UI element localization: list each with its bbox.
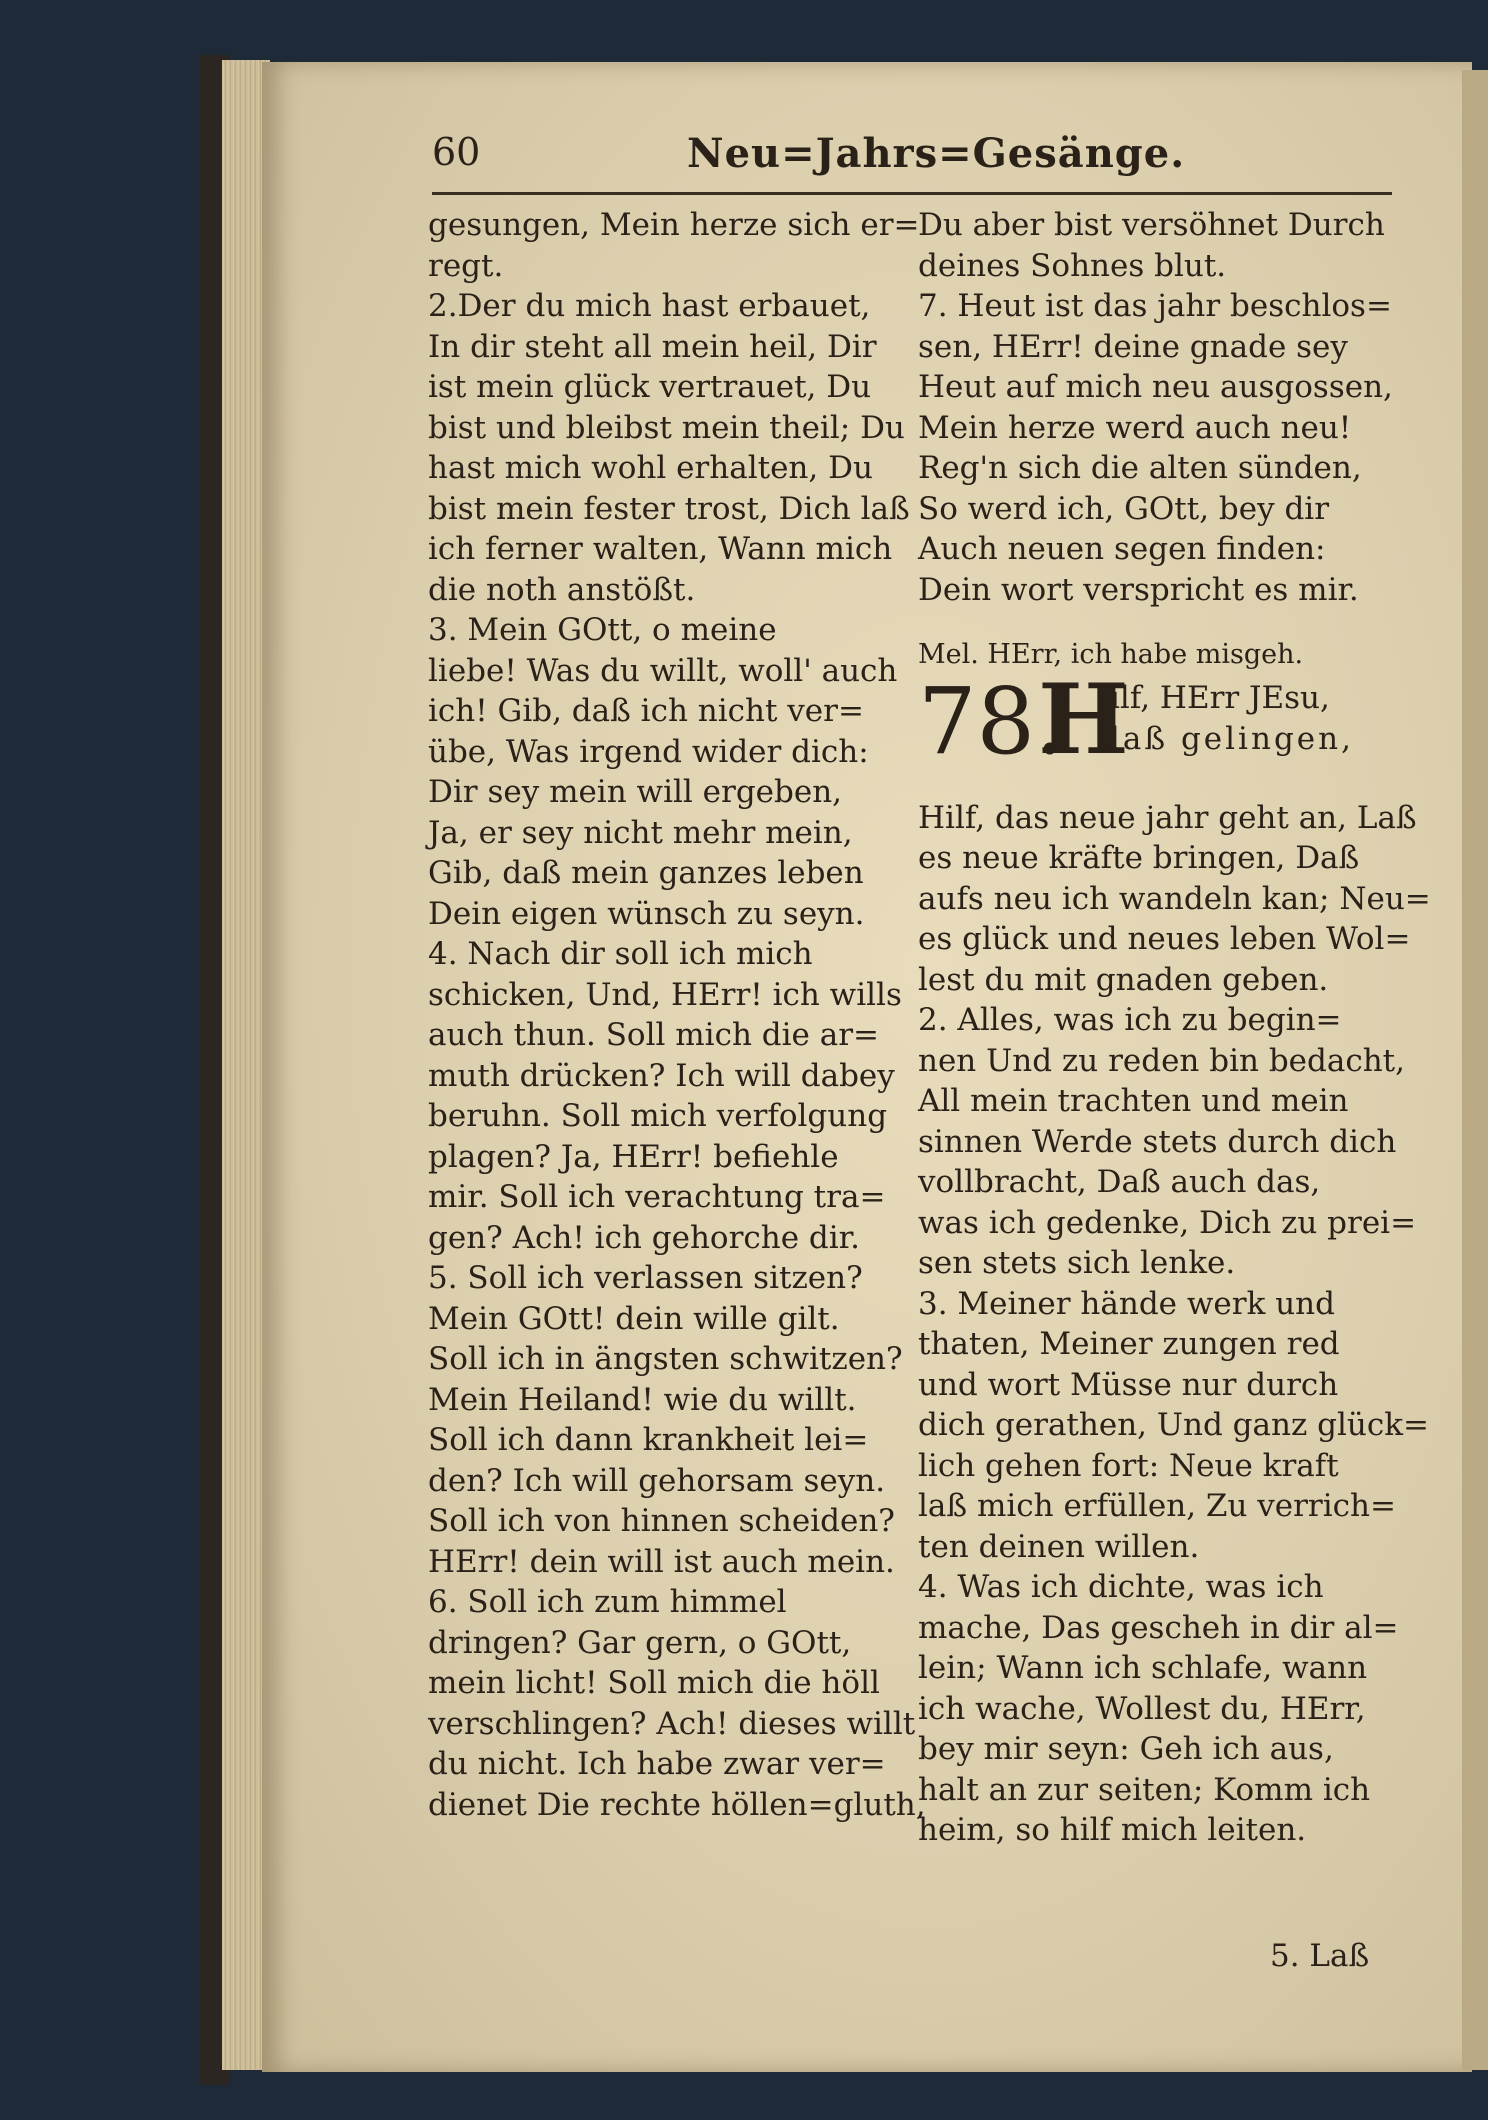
hymn-first-line: ilf, HErr JEsu, xyxy=(1110,679,1330,716)
text-line: verschlingen? Ach! dieses willt xyxy=(428,1705,916,1742)
text-line: 4. Nach dir soll ich mich xyxy=(428,936,813,972)
text-line: So werd ich, GOtt, bey dir xyxy=(918,490,1330,527)
text-line: Ja, er sey nicht mehr mein, xyxy=(428,814,853,851)
text-line: übe, Was irgend wider dich: xyxy=(428,733,869,770)
text-line: den? Ich will gehorsam seyn. xyxy=(428,1462,886,1499)
text-line: Soll ich in ängsten schwitzen? xyxy=(428,1341,903,1377)
text-line: Auch neuen segen finden: xyxy=(918,531,1326,567)
text-line: 3. Mein GOtt, o meine xyxy=(428,612,777,648)
text-line: lest du mit gnaden geben. xyxy=(918,961,1329,998)
text-line: es glück und neues leben Wol= xyxy=(918,921,1411,957)
right-column xyxy=(918,205,1431,1851)
right-column-top xyxy=(918,205,1393,610)
text-line: muth drücken? Ich will dabey xyxy=(428,1057,895,1094)
text-line: nen Und zu reden bin bedacht, xyxy=(918,1042,1405,1079)
text-line: aufs neu ich wandeln kan; Neu= xyxy=(918,880,1431,917)
text-line: Heut auf mich neu ausgossen, xyxy=(918,369,1393,405)
text-line: Dir sey mein will ergeben, xyxy=(428,774,843,810)
text-line: ich ferner walten, Wann mich xyxy=(428,531,893,567)
facing-page-edge xyxy=(1462,70,1488,2070)
text-line: beruhn. Soll mich verfolgung xyxy=(428,1098,888,1134)
text-line: Dein wort verspricht es mir. xyxy=(918,571,1359,608)
text-line: 2. Alles, was ich zu begin= xyxy=(918,1002,1342,1038)
text-line: Reg'n sich die alten sünden, xyxy=(918,450,1362,486)
text-line: ich wache, Wollest du, HErr, xyxy=(918,1690,1366,1727)
text-line: Hilf, das neue jahr geht an, Laß xyxy=(918,799,1417,836)
text-line: und wort Müsse nur durch xyxy=(918,1366,1339,1403)
text-line: 3. Meiner hände werk und xyxy=(918,1285,1335,1322)
text-line: ich! Gib, daß ich nicht ver= xyxy=(428,693,864,729)
text-line: dringen? Gar gern, o GOtt, xyxy=(428,1624,852,1661)
text-line: du nicht. Ich habe zwar ver= xyxy=(428,1746,886,1782)
text-line: ist mein glück vertrauet, Du xyxy=(428,369,872,405)
text-line: sen, HErr! deine gnade sey xyxy=(918,328,1348,365)
text-line: schicken, Und, HErr! ich wills xyxy=(428,976,902,1013)
text-line: lich gehen fort: Neue kraft xyxy=(918,1447,1339,1484)
text-line: auch thun. Soll mich die ar= xyxy=(428,1017,879,1053)
header-rule xyxy=(432,192,1392,195)
text-line: was ich gedenke, Dich zu prei= xyxy=(918,1204,1417,1241)
text-line: mache, Das gescheh in dir al= xyxy=(918,1609,1399,1646)
text-line: HErr! dein will ist auch mein. xyxy=(428,1543,895,1580)
text-line: Mein Heiland! wie du willt. xyxy=(428,1381,857,1418)
text-line: 2.Der du mich hast erbauet, xyxy=(428,288,871,324)
text-line: 6. Soll ich zum himmel xyxy=(428,1584,787,1620)
text-line: Gib, daß mein ganzes leben xyxy=(428,855,864,891)
left-column xyxy=(428,205,926,1825)
text-line: sinnen Werde stets durch dich xyxy=(918,1123,1397,1160)
text-line: lein; Wann ich schlafe, wann xyxy=(918,1650,1368,1686)
text-line: Soll ich dann krankheit lei= xyxy=(428,1422,869,1458)
text-line: bist mein fester trost, Dich laß xyxy=(428,490,910,527)
text-line: 7. Heut ist das jahr beschlos= xyxy=(918,288,1392,324)
text-line: sen stets sich lenke. xyxy=(918,1245,1236,1281)
text-line: In dir steht all mein heil, Dir xyxy=(428,328,877,365)
section-gap xyxy=(918,610,1388,635)
hymn-number: 78. xyxy=(918,667,1065,775)
text-line: dich gerathen, Und ganz glück= xyxy=(918,1407,1429,1443)
text-line: 5. Soll ich verlassen sitzen? xyxy=(428,1260,863,1296)
right-column-bottom xyxy=(918,798,1431,1851)
text-line: plagen? Ja, HErr! befiehle xyxy=(428,1138,839,1175)
text-line: vollbracht, Daß auch das, xyxy=(918,1164,1321,1200)
text-line: regt. xyxy=(428,247,504,284)
text-line: mir. Soll ich verachtung tra= xyxy=(428,1179,886,1215)
text-line: gen? Ach! ich gehorche dir. xyxy=(428,1219,860,1256)
text-line: mein licht! Soll mich die höll xyxy=(428,1665,880,1701)
text-line: die noth anstößt. xyxy=(428,571,696,608)
text-line: thaten, Meiner zungen red xyxy=(918,1326,1340,1362)
text-line: es neue kräfte bringen, Daß xyxy=(918,840,1360,876)
text-line: laß mich erfüllen, Zu verrich= xyxy=(918,1488,1396,1524)
page-header xyxy=(432,130,1452,190)
text-line: liebe! Was du willt, woll' auch xyxy=(428,652,898,689)
text-line: hast mich wohl erhalten, Du xyxy=(428,450,873,486)
text-line: Dein eigen wünsch zu seyn. xyxy=(428,895,865,932)
text-line: gesungen, Mein herze sich er= xyxy=(428,207,920,243)
text-line: dienet Die rechte höllen=gluth, xyxy=(428,1786,926,1823)
text-line: deines Sohnes blut. xyxy=(918,247,1227,284)
text-line: bist und bleibst mein theil; Du xyxy=(428,409,905,446)
catchword: 5. Laß xyxy=(1270,1938,1370,1974)
hymn-heading xyxy=(918,662,1388,798)
text-line: Soll ich von hinnen scheiden? xyxy=(428,1503,895,1539)
drop-cap: H xyxy=(1038,662,1129,776)
running-title: Neu=Jahrs=Gesänge. xyxy=(687,130,1186,177)
hymn-second-line: laß gelingen, xyxy=(1110,720,1354,757)
text-line: bey mir seyn: Geh ich aus, xyxy=(918,1731,1334,1767)
text-line: Mein GOtt! dein wille gilt. xyxy=(428,1300,840,1337)
text-line: heim, so hilf mich leiten. xyxy=(918,1812,1307,1848)
text-line: All mein trachten und mein xyxy=(918,1083,1349,1119)
text-line: ten deinen willen. xyxy=(918,1528,1200,1565)
text-line: halt an zur seiten; Komm ich xyxy=(918,1771,1371,1808)
melody-line: Mel. HErr, ich habe misgeh. xyxy=(918,639,1304,670)
text-line: Mein herze werd auch neu! xyxy=(918,409,1352,446)
page-number: 60 xyxy=(432,130,481,174)
text-line: Du aber bist versöhnet Durch xyxy=(918,207,1385,243)
text-line: 4. Was ich dichte, was ich xyxy=(918,1569,1324,1605)
